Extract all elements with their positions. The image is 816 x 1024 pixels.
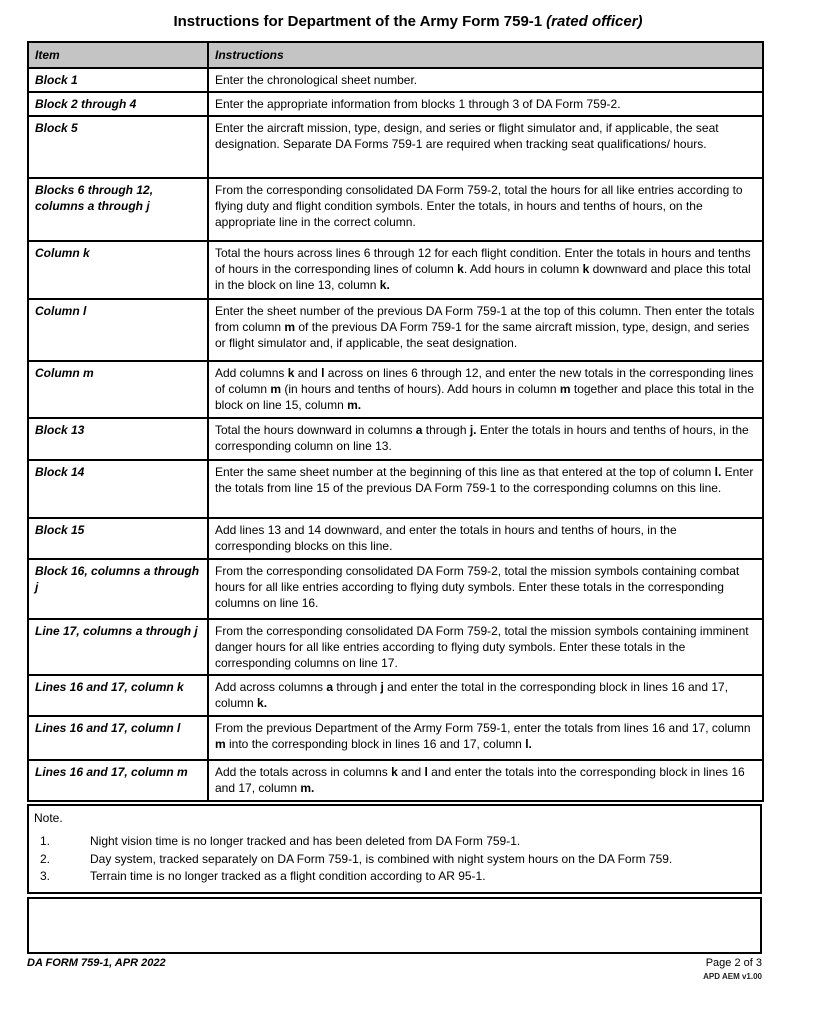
instruction-cell: Enter the aircraft mission, type, design, and series or flight simulator and, if applicable, the seat designation. Separate DA Forms 759-1 are required when tracking seat qualifications/ hours. [208,116,763,178]
instruction-cell: Enter the same sheet number at the beginning of this line as that entered at the top of column l. Enter the totals from line 15 of the previous DA Form 759-1 to the corresponding columns on this line. [208,460,763,518]
instruction-cell: From the previous Department of the Army Form 759-1, enter the totals from lines 16 and 17, column m into the corresponding block in lines 16 and 17, column l. [208,716,763,760]
table-row [28,92,763,116]
table-row [28,518,763,559]
table-row [28,559,763,619]
instruction-cell: Add columns k and l across on lines 6 through 12, and enter the new totals in the corresponding lines of column m (in hours and tenths of hours). Add hours in column m together and place this total in the block on line 15, column m. [208,361,763,418]
instruction-cell: Total the hours downward in columns a through j. Enter the totals in hours and tenths of hours, in the corresponding column on line 13. [208,418,763,460]
table-row [28,116,763,178]
note-item-text: Day system, tracked separately on DA Form 759-1, is combined with night system hours on the DA Form 759. [90,851,673,866]
note-item-text: Terrain time is no longer tracked as a flight condition according to AR 95-1. [90,869,486,883]
footer-version: APD AEM v1.00 [703,972,762,981]
table-header-row [28,42,763,68]
item-cell: Blocks 6 through 12, columns a through j [28,178,208,241]
item-cell: Block 14 [28,460,208,518]
note-item [34,851,754,869]
note-item [34,868,754,886]
page-footer [27,956,762,982]
instruction-cell: Add the totals across in columns k and l and enter the totals into the corresponding block in lines 16 and 17, column m. [208,760,763,801]
footer-form-number: DA FORM 759-1, APR 2022 [27,957,166,969]
page-content [27,41,762,982]
note-item-number: 3. [40,869,51,883]
table-row [28,241,763,299]
instruction-cell: Add lines 13 and 14 downward, and enter the totals in hours and tenths of hours, in the corresponding blocks on this line. [208,518,763,559]
instruction-cell: From the corresponding consolidated DA Form 759-2, total the mission symbols containing combat hours for all like entries according to flying duty symbols. Enter these totals in the corresponding columns on line 16. [208,559,763,619]
footer-right [703,956,762,982]
table-row [28,418,763,460]
note-item [34,833,754,851]
item-cell: Block 1 [28,68,208,92]
footer-page-number: Page 2 of 3 [705,957,762,969]
instruction-cell: Enter the sheet number of the previous DA Form 759-1 at the top of this column. Then enter the totals from column m of the previous DA Form 759-1 for the same aircraft mission, type, design, and series or flight simulator and, if applicable, the seat designation. [208,299,763,361]
note-item-text: Night vision time is no longer tracked and has been deleted from DA Form 759-1. [90,834,521,848]
page-title [0,0,816,30]
item-cell: Lines 16 and 17, column k [28,675,208,716]
note-item-number: 1. [40,834,51,848]
item-cell: Lines 16 and 17, column m [28,760,208,801]
instruction-cell: Add across columns a through j and enter the total in the corresponding block in lines 16 and 17, column k. [208,675,763,716]
note-label: Note. [34,811,63,825]
item-cell: Column l [28,299,208,361]
table-row [28,178,763,241]
item-cell: Block 16, columns a through j [28,559,208,619]
table-row [28,716,763,760]
table-row [28,299,763,361]
item-cell: Block 13 [28,418,208,460]
note-item-number: 2. [40,851,51,866]
table-row [28,68,763,92]
table-row [28,760,763,801]
table-body [28,68,763,801]
item-cell: Block 15 [28,518,208,559]
instructions-table [27,41,764,802]
table-row [28,675,763,716]
blank-box [27,897,762,954]
item-cell: Block 2 through 4 [28,92,208,116]
page-title-suffix: (rated officer) [546,13,643,30]
note-section [27,804,762,894]
item-cell: Lines 16 and 17, column l [28,716,208,760]
item-cell: Line 17, columns a through j [28,619,208,675]
instructions-column-header: Instructions [208,42,763,68]
instruction-cell: Total the hours across lines 6 through 12 for each flight condition. Enter the totals in hours and tenths of hours in the corresponding lines of column k. Add hours in column k downward and place this total in the block on line 13, column k. [208,241,763,299]
item-cell: Column k [28,241,208,299]
instruction-cell: From the corresponding consolidated DA Form 759-2, total the hours for all like entries according to flying duty and flight condition symbols. Enter the totals, in hours and tenths of hours, on the appropriate line in the correct column. [208,178,763,241]
table-row [28,619,763,675]
table-row [28,361,763,418]
instruction-cell: From the corresponding consolidated DA Form 759-2, total the mission symbols containing imminent danger hours for all like entries according to flying duty symbols. Enter these totals in the corresponding columns on line 17. [208,619,763,675]
table-row [28,460,763,518]
item-column-header: Item [28,42,208,68]
note-list [34,833,754,886]
item-cell: Column m [28,361,208,418]
instruction-cell: Enter the appropriate information from blocks 1 through 3 of DA Form 759-2. [208,92,763,116]
instruction-cell: Enter the chronological sheet number. [208,68,763,92]
page-title-main: Instructions for Department of the Army Form 759-1 [173,13,543,30]
item-cell: Block 5 [28,116,208,178]
